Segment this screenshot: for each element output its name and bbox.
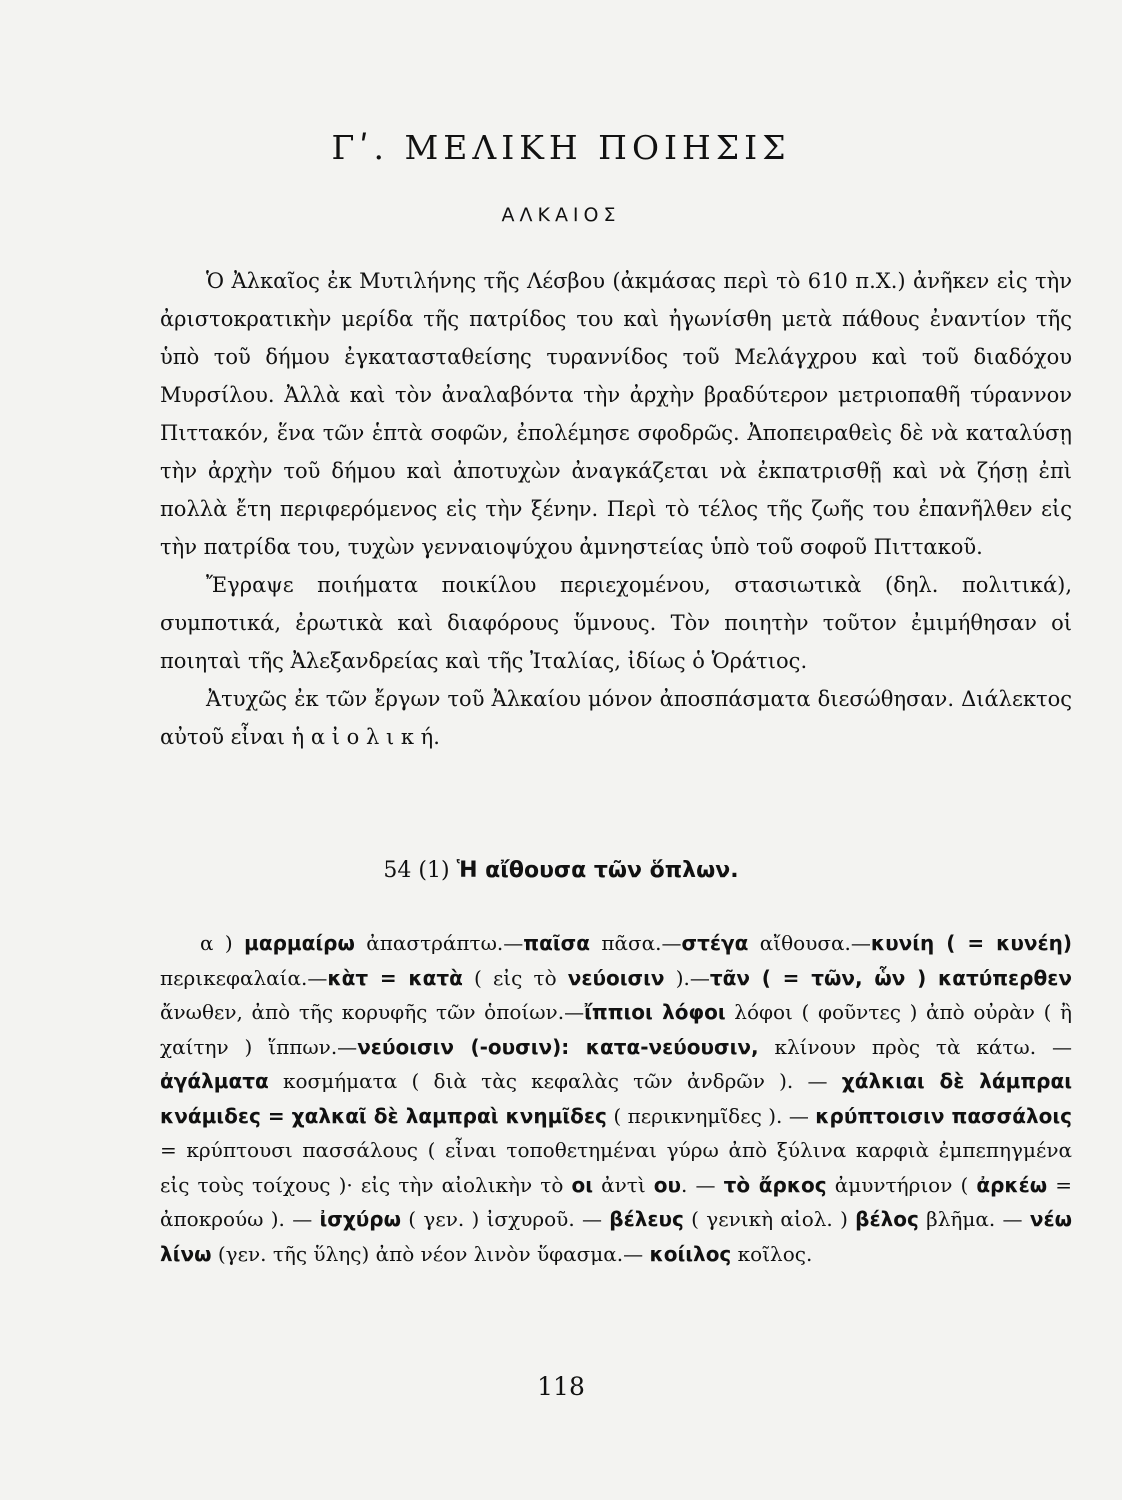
lemma: κοίιλος [649, 1241, 732, 1266]
gloss-text: κοῖλος. [731, 1241, 813, 1266]
commentary-paragraph [160, 926, 1072, 1271]
gloss-text: ).— [664, 965, 710, 990]
lemma: τὸ ἄρκος [723, 1172, 827, 1197]
lemma: ου [653, 1172, 682, 1197]
gloss-text: ἀντὶ [593, 1172, 654, 1197]
lemma: μαρμαίρω [244, 931, 355, 955]
gloss-text: ( γενικὴ αἰολ. ) [683, 1207, 856, 1231]
lemma: νεύοισιν [567, 965, 665, 990]
gloss-text: ἄνωθεν, ἀπὸ τῆς κορυφῆς τῶν ὁποίων.— [160, 1000, 585, 1024]
gloss-text: κοσμήματα ( διὰ τὰς κεφαλὰς τῶν ἀνδρῶν ). — [268, 1069, 842, 1093]
lemma: ἴππιοι λόφοι [584, 1000, 726, 1024]
gloss-text: ( περικνημῖδες ). — [606, 1103, 816, 1128]
page-number: 118 [537, 1372, 585, 1401]
lemma: παῖσα [523, 931, 590, 955]
lemma: νέω λίνω [160, 1207, 1072, 1266]
lemma: ἀγάλματα [160, 1069, 269, 1093]
lemma: τᾶν ( = τῶν, ὧν ) κατύπερθεν [709, 965, 1072, 990]
lemma: ἰσχύρω [319, 1207, 401, 1231]
lemma: νεύοισιν (-ουσιν): κατα-νεύουσιν, [357, 1034, 759, 1059]
fragment-heading [0, 858, 1122, 883]
gloss-text: ( εἰς τὸ [462, 965, 568, 990]
commentary-notes [160, 926, 1072, 1271]
lemma: βέλος [855, 1207, 919, 1231]
note-label: α ) [200, 931, 233, 955]
fragment-title: Ἡ αἴθουσα τῶν ὅπλων. [456, 858, 739, 883]
paragraph: Ὁ Ἀλκαῖος ἐκ Μυτιλήνης τῆς Λέσβου (ἀκμάσας περὶ τὸ 610 π.Χ.) ἀνῆκεν εἰς τὴν ἀριστοκρατικὴν μερίδα τῆς πατρίδος του καὶ ἠγωνίσθη μετὰ πάθους ἐναντίον τῆς ὑπὸ τοῦ δήμου ἐγκατασταθείσης τυραννίδος τοῦ Μελάγχρου καὶ τοῦ διαδόχου Μυρσίλου. Ἀλλὰ καὶ τὸν ἀναλαβόντα τὴν ἀρχὴν βραδύτερον μετριοπαθῆ τύραννον Πιττακόν, ἕνα τῶν ἑπτὰ σοφῶν, ἐπολέμησε σφοδρῶς. Ἀποπειραθεὶς δὲ νὰ καταλύσῃ τὴν ἀρχὴν τοῦ δήμου καὶ ἀποτυχὼν ἀναγκάζεται νὰ ἐκπατρισθῇ καὶ νὰ ζήσῃ ἐπὶ πολλὰ ἔτη περιφερόμενος εἰς τὴν ξένην. Περὶ τὸ τέλος τῆς ζωῆς του ἐπανῆλθεν εἰς τὴν πατρίδα του, τυχὼν γενναιοψύχου ἀμνηστείας ὑπὸ τοῦ σοφοῦ Πιττακοῦ. [160, 269, 1072, 559]
lemma: ἀρκέω [976, 1172, 1048, 1197]
lemma: στέγα [681, 931, 749, 955]
paragraph: Ἔγραψε ποιήματα ποικίλου περιεχομένου, στασιωτικὰ (δηλ. πολιτικά), συμποτικά, ἐρωτικὰ καὶ διαφόρους ὕμνους. Τὸν ποιητὴν τοῦτον ἐμιμήθησαν οἱ ποιηταὶ τῆς Ἀλεξανδρείας καὶ τῆς Ἰταλίας, ἰδίως ὁ Ὁράτιος. [160, 573, 1072, 673]
lemma: οι [571, 1172, 594, 1197]
chapter-title: Γʹ. ΜΕΛΙΚΗ ΠΟΙΗΣΙΣ [331, 128, 791, 167]
lemma: κρύπτοισιν πασσάλοις [815, 1103, 1072, 1128]
gloss-text: ( γεν. ) ἰσχυροῦ. — [400, 1207, 610, 1231]
gloss-text: βλῆμα. — [918, 1207, 1030, 1231]
gloss-text: (γεν. τῆς ὕλης) ἀπὸ νέον λινὸν ὕφασμα.— [211, 1241, 650, 1266]
lemma: κυνίη ( = κυνέη) [870, 931, 1073, 955]
fragment-number: 54 (1) [383, 858, 450, 883]
intro-text [160, 262, 1072, 756]
gloss-text: = κρύπτουσι πασσάλους ( εἶναι τοποθετημέναι γύρω ἀπὸ ξύλινα καρφιὰ ἐμπεπηγμένα εἰς τοὺς τοίχους )· εἰς τὴν αἰολικὴν τὸ [160, 1138, 1072, 1197]
lemma: κὰτ = κατὰ [327, 965, 463, 990]
gloss-text: . — [681, 1172, 724, 1197]
gloss-text: περικεφαλαία.— [160, 965, 328, 990]
gloss-text: κλίνουν πρὸς τὰ κάτω. — [758, 1034, 1072, 1059]
section-subtitle: ΑΛΚΑΙΟΣ [501, 204, 621, 226]
gloss-text: = ἀποκρούω ). — [160, 1172, 1072, 1231]
gloss-text: αἴθουσα.— [748, 931, 871, 955]
gloss-text: πᾶσα.— [589, 931, 682, 955]
gloss-text: λόφοι ( φοῦντες ) ἀπὸ οὐρὰν ( ἢ χαίτην ) ἵππων.— [160, 1000, 1073, 1059]
lemma: χάλκιαι δὲ λάμπραι κνάμιδες = χαλκαῖ δὲ λαμπραὶ κνημῖδες [160, 1069, 1072, 1128]
gloss-text: ἀπαστράπτω.— [354, 931, 524, 955]
paragraph: Ἀτυχῶς ἐκ τῶν ἔργων τοῦ Ἀλκαίου μόνον ἀποσπάσματα διεσώθησαν. Διάλεκτος αὐτοῦ εἶναι ἡ α ἰ ο λ ι κ ή. [160, 687, 1072, 749]
gloss-text: ἀμυντήριον ( [826, 1172, 977, 1197]
lemma: βέλευς [609, 1207, 684, 1231]
